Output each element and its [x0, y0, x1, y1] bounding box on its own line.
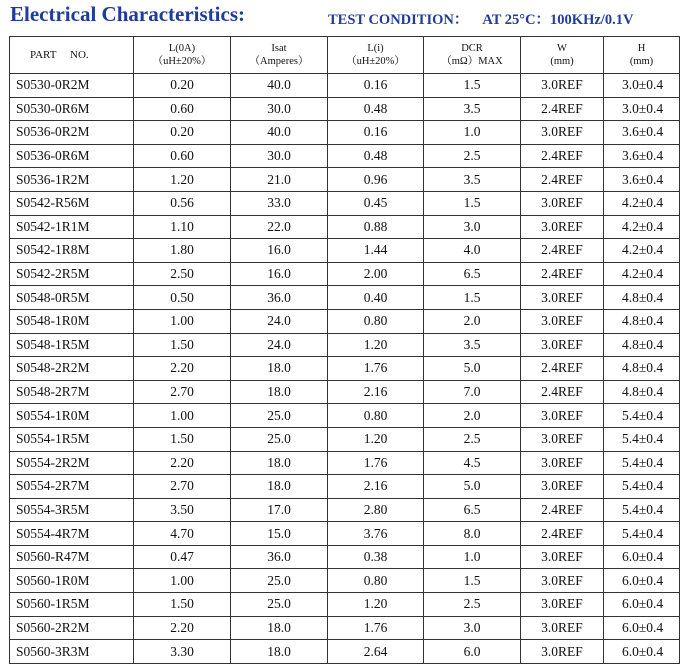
- l0a-cell: 2.20: [134, 357, 231, 381]
- width-cell: 2.4REF: [521, 144, 604, 168]
- part-number-cell: S0536-1R2M: [10, 168, 134, 192]
- column-header-l0a: [134, 37, 231, 74]
- spec-table: [9, 36, 680, 664]
- li-cell: 1.76: [328, 357, 424, 381]
- dcr-cell: 3.0: [424, 616, 521, 640]
- part-number-cell: S0560-1R5M: [10, 593, 134, 617]
- l0a-cell: 1.20: [134, 168, 231, 192]
- li-cell: 0.88: [328, 215, 424, 239]
- table-row: [10, 451, 680, 475]
- part-number-cell: S0542-1R1M: [10, 215, 134, 239]
- height-cell: 3.6±0.4: [604, 144, 680, 168]
- height-cell: 3.6±0.4: [604, 168, 680, 192]
- l0a-cell: 1.00: [134, 404, 231, 428]
- width-cell: 2.4REF: [521, 380, 604, 404]
- part-number-cell: S0554-4R7M: [10, 522, 134, 546]
- table-row: [10, 144, 680, 168]
- part-number-cell: S0548-0R5M: [10, 286, 134, 310]
- li-cell: 0.48: [328, 97, 424, 121]
- isat-cell: 24.0: [231, 333, 328, 357]
- li-cell: 0.48: [328, 144, 424, 168]
- height-cell: 6.0±0.4: [604, 640, 680, 664]
- table-row: [10, 191, 680, 215]
- height-cell: 3.0±0.4: [604, 74, 680, 98]
- width-cell: 2.4REF: [521, 522, 604, 546]
- height-cell: 3.6±0.4: [604, 121, 680, 145]
- part-number-cell: S0530-0R2M: [10, 74, 134, 98]
- li-cell: 0.16: [328, 74, 424, 98]
- part-number-cell: S0542-2R5M: [10, 262, 134, 286]
- width-cell: 2.4REF: [521, 357, 604, 381]
- li-cell: 0.38: [328, 545, 424, 569]
- column-header-line: （uH±20%）: [152, 56, 212, 67]
- part-number-cell: S0554-2R2M: [10, 451, 134, 475]
- dcr-cell: 4.0: [424, 239, 521, 263]
- height-cell: 6.0±0.4: [604, 616, 680, 640]
- width-cell: 3.0REF: [521, 569, 604, 593]
- table-row: [10, 380, 680, 404]
- width-cell: 3.0REF: [521, 451, 604, 475]
- height-cell: 5.4±0.4: [604, 404, 680, 428]
- dcr-cell: 1.5: [424, 74, 521, 98]
- li-cell: 2.00: [328, 262, 424, 286]
- width-cell: 3.0REF: [521, 74, 604, 98]
- table-row: [10, 262, 680, 286]
- dcr-cell: 3.5: [424, 97, 521, 121]
- isat-cell: 17.0: [231, 498, 328, 522]
- width-cell: 3.0REF: [521, 333, 604, 357]
- isat-cell: 22.0: [231, 215, 328, 239]
- isat-cell: 18.0: [231, 616, 328, 640]
- l0a-cell: 0.20: [134, 74, 231, 98]
- table-row: [10, 357, 680, 381]
- column-header-h: [604, 37, 680, 74]
- height-cell: 5.4±0.4: [604, 451, 680, 475]
- l0a-cell: 1.50: [134, 333, 231, 357]
- height-cell: 5.4±0.4: [604, 498, 680, 522]
- l0a-cell: 0.56: [134, 191, 231, 215]
- height-cell: 6.0±0.4: [604, 569, 680, 593]
- width-cell: 3.0REF: [521, 191, 604, 215]
- width-cell: 2.4REF: [521, 97, 604, 121]
- dcr-cell: 6.5: [424, 498, 521, 522]
- part-number-cell: S0542-R56M: [10, 191, 134, 215]
- isat-cell: 18.0: [231, 451, 328, 475]
- width-cell: 2.4REF: [521, 239, 604, 263]
- height-cell: 4.8±0.4: [604, 380, 680, 404]
- isat-cell: 33.0: [231, 191, 328, 215]
- width-cell: 3.0REF: [521, 545, 604, 569]
- l0a-cell: 1.50: [134, 593, 231, 617]
- width-cell: 3.0REF: [521, 215, 604, 239]
- table-row: [10, 215, 680, 239]
- isat-cell: 40.0: [231, 121, 328, 145]
- table-row: [10, 522, 680, 546]
- l0a-cell: 2.70: [134, 475, 231, 499]
- dcr-cell: 1.0: [424, 121, 521, 145]
- dcr-cell: 3.0: [424, 215, 521, 239]
- table-row: [10, 640, 680, 664]
- table-row: [10, 333, 680, 357]
- isat-cell: 15.0: [231, 522, 328, 546]
- part-number-cell: S0554-2R7M: [10, 475, 134, 499]
- isat-cell: 30.0: [231, 97, 328, 121]
- column-header-part-no: [10, 37, 134, 74]
- width-cell: 2.4REF: [521, 168, 604, 192]
- dcr-cell: 6.5: [424, 262, 521, 286]
- height-cell: 4.8±0.4: [604, 333, 680, 357]
- test-condition-temperature: AT 25°C：: [482, 12, 551, 28]
- part-number-cell: S0560-3R3M: [10, 640, 134, 664]
- dcr-cell: 1.0: [424, 545, 521, 569]
- part-number-cell: S0554-1R0M: [10, 404, 134, 428]
- width-cell: 3.0REF: [521, 475, 604, 499]
- test-condition-label: TEST CONDITION：: [328, 12, 469, 28]
- part-number-cell: S0554-3R5M: [10, 498, 134, 522]
- isat-cell: 25.0: [231, 427, 328, 451]
- height-cell: 4.2±0.4: [604, 191, 680, 215]
- part-number-cell: S0548-1R5M: [10, 333, 134, 357]
- column-header-isat: [231, 37, 328, 74]
- li-cell: 0.80: [328, 309, 424, 333]
- table-header-row: [10, 37, 680, 74]
- li-cell: 0.80: [328, 569, 424, 593]
- height-cell: 4.8±0.4: [604, 309, 680, 333]
- height-cell: 4.2±0.4: [604, 215, 680, 239]
- column-header-line: W: [557, 43, 567, 54]
- width-cell: 2.4REF: [521, 262, 604, 286]
- height-cell: 4.2±0.4: [604, 262, 680, 286]
- page-header: [0, 0, 687, 36]
- isat-cell: 24.0: [231, 309, 328, 333]
- l0a-cell: 1.00: [134, 309, 231, 333]
- column-header-line: （Amperes）: [249, 56, 309, 67]
- height-cell: 4.8±0.4: [604, 286, 680, 310]
- column-header-line: DCR: [461, 43, 483, 54]
- table-row: [10, 427, 680, 451]
- column-header-line: L(i): [367, 43, 384, 54]
- width-cell: 3.0REF: [521, 640, 604, 664]
- l0a-cell: 1.80: [134, 239, 231, 263]
- l0a-cell: 1.10: [134, 215, 231, 239]
- part-number-cell: S0530-0R6M: [10, 97, 134, 121]
- isat-cell: 40.0: [231, 74, 328, 98]
- dcr-cell: 2.5: [424, 427, 521, 451]
- li-cell: 1.20: [328, 427, 424, 451]
- width-cell: 3.0REF: [521, 404, 604, 428]
- height-cell: 5.4±0.4: [604, 427, 680, 451]
- table-row: [10, 569, 680, 593]
- part-number-cell: S0536-0R6M: [10, 144, 134, 168]
- height-cell: 4.8±0.4: [604, 357, 680, 381]
- l0a-cell: 4.70: [134, 522, 231, 546]
- dcr-cell: 2.0: [424, 404, 521, 428]
- height-cell: 5.4±0.4: [604, 475, 680, 499]
- column-header-line: （uH±20%）: [346, 56, 405, 67]
- l0a-cell: 0.60: [134, 144, 231, 168]
- table-row: [10, 616, 680, 640]
- l0a-cell: 1.50: [134, 427, 231, 451]
- page-title: Electrical Characteristics:: [10, 2, 245, 26]
- li-cell: 1.76: [328, 451, 424, 475]
- width-cell: 2.4REF: [521, 498, 604, 522]
- dcr-cell: 3.5: [424, 168, 521, 192]
- li-cell: 2.80: [328, 498, 424, 522]
- table-row: [10, 286, 680, 310]
- height-cell: 6.0±0.4: [604, 593, 680, 617]
- dcr-cell: 2.5: [424, 144, 521, 168]
- column-header-line: H: [637, 43, 646, 54]
- table-body: [10, 74, 680, 664]
- dcr-cell: 1.5: [424, 191, 521, 215]
- test-condition: [328, 8, 633, 29]
- isat-cell: 18.0: [231, 475, 328, 499]
- table-row: [10, 593, 680, 617]
- column-header-line: PART NO.: [30, 48, 89, 61]
- l0a-cell: 1.00: [134, 569, 231, 593]
- li-cell: 0.40: [328, 286, 424, 310]
- dcr-cell: 5.0: [424, 475, 521, 499]
- isat-cell: 25.0: [231, 593, 328, 617]
- li-cell: 2.16: [328, 475, 424, 499]
- table-row: [10, 97, 680, 121]
- l0a-cell: 3.30: [134, 640, 231, 664]
- dcr-cell: 1.5: [424, 569, 521, 593]
- isat-cell: 18.0: [231, 357, 328, 381]
- column-header-li: [328, 37, 424, 74]
- isat-cell: 18.0: [231, 640, 328, 664]
- width-cell: 3.0REF: [521, 286, 604, 310]
- part-number-cell: S0536-0R2M: [10, 121, 134, 145]
- li-cell: 1.76: [328, 616, 424, 640]
- table-row: [10, 309, 680, 333]
- test-condition-frequency: 100KHz/0.1V: [550, 12, 634, 28]
- table-row: [10, 121, 680, 145]
- part-number-cell: S0548-2R2M: [10, 357, 134, 381]
- table-row: [10, 404, 680, 428]
- li-cell: 3.76: [328, 522, 424, 546]
- isat-cell: 18.0: [231, 380, 328, 404]
- width-cell: 3.0REF: [521, 616, 604, 640]
- li-cell: 0.96: [328, 168, 424, 192]
- l0a-cell: 2.70: [134, 380, 231, 404]
- width-cell: 3.0REF: [521, 309, 604, 333]
- l0a-cell: 2.20: [134, 616, 231, 640]
- part-number-cell: S0560-R47M: [10, 545, 134, 569]
- table-row: [10, 475, 680, 499]
- li-cell: 1.20: [328, 593, 424, 617]
- table-row: [10, 498, 680, 522]
- li-cell: 2.16: [328, 380, 424, 404]
- dcr-cell: 7.0: [424, 380, 521, 404]
- l0a-cell: 0.60: [134, 97, 231, 121]
- column-header-line: Isat: [271, 43, 287, 54]
- column-header-line: L(0A): [168, 43, 196, 54]
- column-header-dcr: [424, 37, 521, 74]
- l0a-cell: 2.50: [134, 262, 231, 286]
- isat-cell: 16.0: [231, 239, 328, 263]
- table-row: [10, 168, 680, 192]
- isat-cell: 30.0: [231, 144, 328, 168]
- part-number-cell: S0548-2R7M: [10, 380, 134, 404]
- column-header-line: (mm): [629, 56, 654, 67]
- li-cell: 1.44: [328, 239, 424, 263]
- width-cell: 3.0REF: [521, 593, 604, 617]
- l0a-cell: 0.20: [134, 121, 231, 145]
- li-cell: 2.64: [328, 640, 424, 664]
- isat-cell: 36.0: [231, 286, 328, 310]
- li-cell: 0.16: [328, 121, 424, 145]
- column-header-line: (mm): [550, 56, 574, 67]
- dcr-cell: 2.5: [424, 593, 521, 617]
- dcr-cell: 8.0: [424, 522, 521, 546]
- dcr-cell: 6.0: [424, 640, 521, 664]
- li-cell: 0.45: [328, 191, 424, 215]
- dcr-cell: 2.0: [424, 309, 521, 333]
- table-row: [10, 74, 680, 98]
- isat-cell: 16.0: [231, 262, 328, 286]
- dcr-cell: 3.5: [424, 333, 521, 357]
- dcr-cell: 1.5: [424, 286, 521, 310]
- part-number-cell: S0548-1R0M: [10, 309, 134, 333]
- height-cell: 3.0±0.4: [604, 97, 680, 121]
- l0a-cell: 3.50: [134, 498, 231, 522]
- part-number-cell: S0560-2R2M: [10, 616, 134, 640]
- part-number-cell: S0560-1R0M: [10, 569, 134, 593]
- height-cell: 4.2±0.4: [604, 239, 680, 263]
- li-cell: 0.80: [328, 404, 424, 428]
- isat-cell: 21.0: [231, 168, 328, 192]
- part-number-cell: S0554-1R5M: [10, 427, 134, 451]
- height-cell: 5.4±0.4: [604, 522, 680, 546]
- l0a-cell: 0.50: [134, 286, 231, 310]
- width-cell: 3.0REF: [521, 427, 604, 451]
- column-header-line: （mΩ）MAX: [441, 56, 503, 67]
- dcr-cell: 4.5: [424, 451, 521, 475]
- width-cell: 3.0REF: [521, 121, 604, 145]
- l0a-cell: 0.47: [134, 545, 231, 569]
- dcr-cell: 5.0: [424, 357, 521, 381]
- isat-cell: 36.0: [231, 545, 328, 569]
- height-cell: 6.0±0.4: [604, 545, 680, 569]
- table-row: [10, 545, 680, 569]
- l0a-cell: 2.20: [134, 451, 231, 475]
- column-header-w: [521, 37, 604, 74]
- part-number-cell: S0542-1R8M: [10, 239, 134, 263]
- li-cell: 1.20: [328, 333, 424, 357]
- isat-cell: 25.0: [231, 404, 328, 428]
- isat-cell: 25.0: [231, 569, 328, 593]
- table-row: [10, 239, 680, 263]
